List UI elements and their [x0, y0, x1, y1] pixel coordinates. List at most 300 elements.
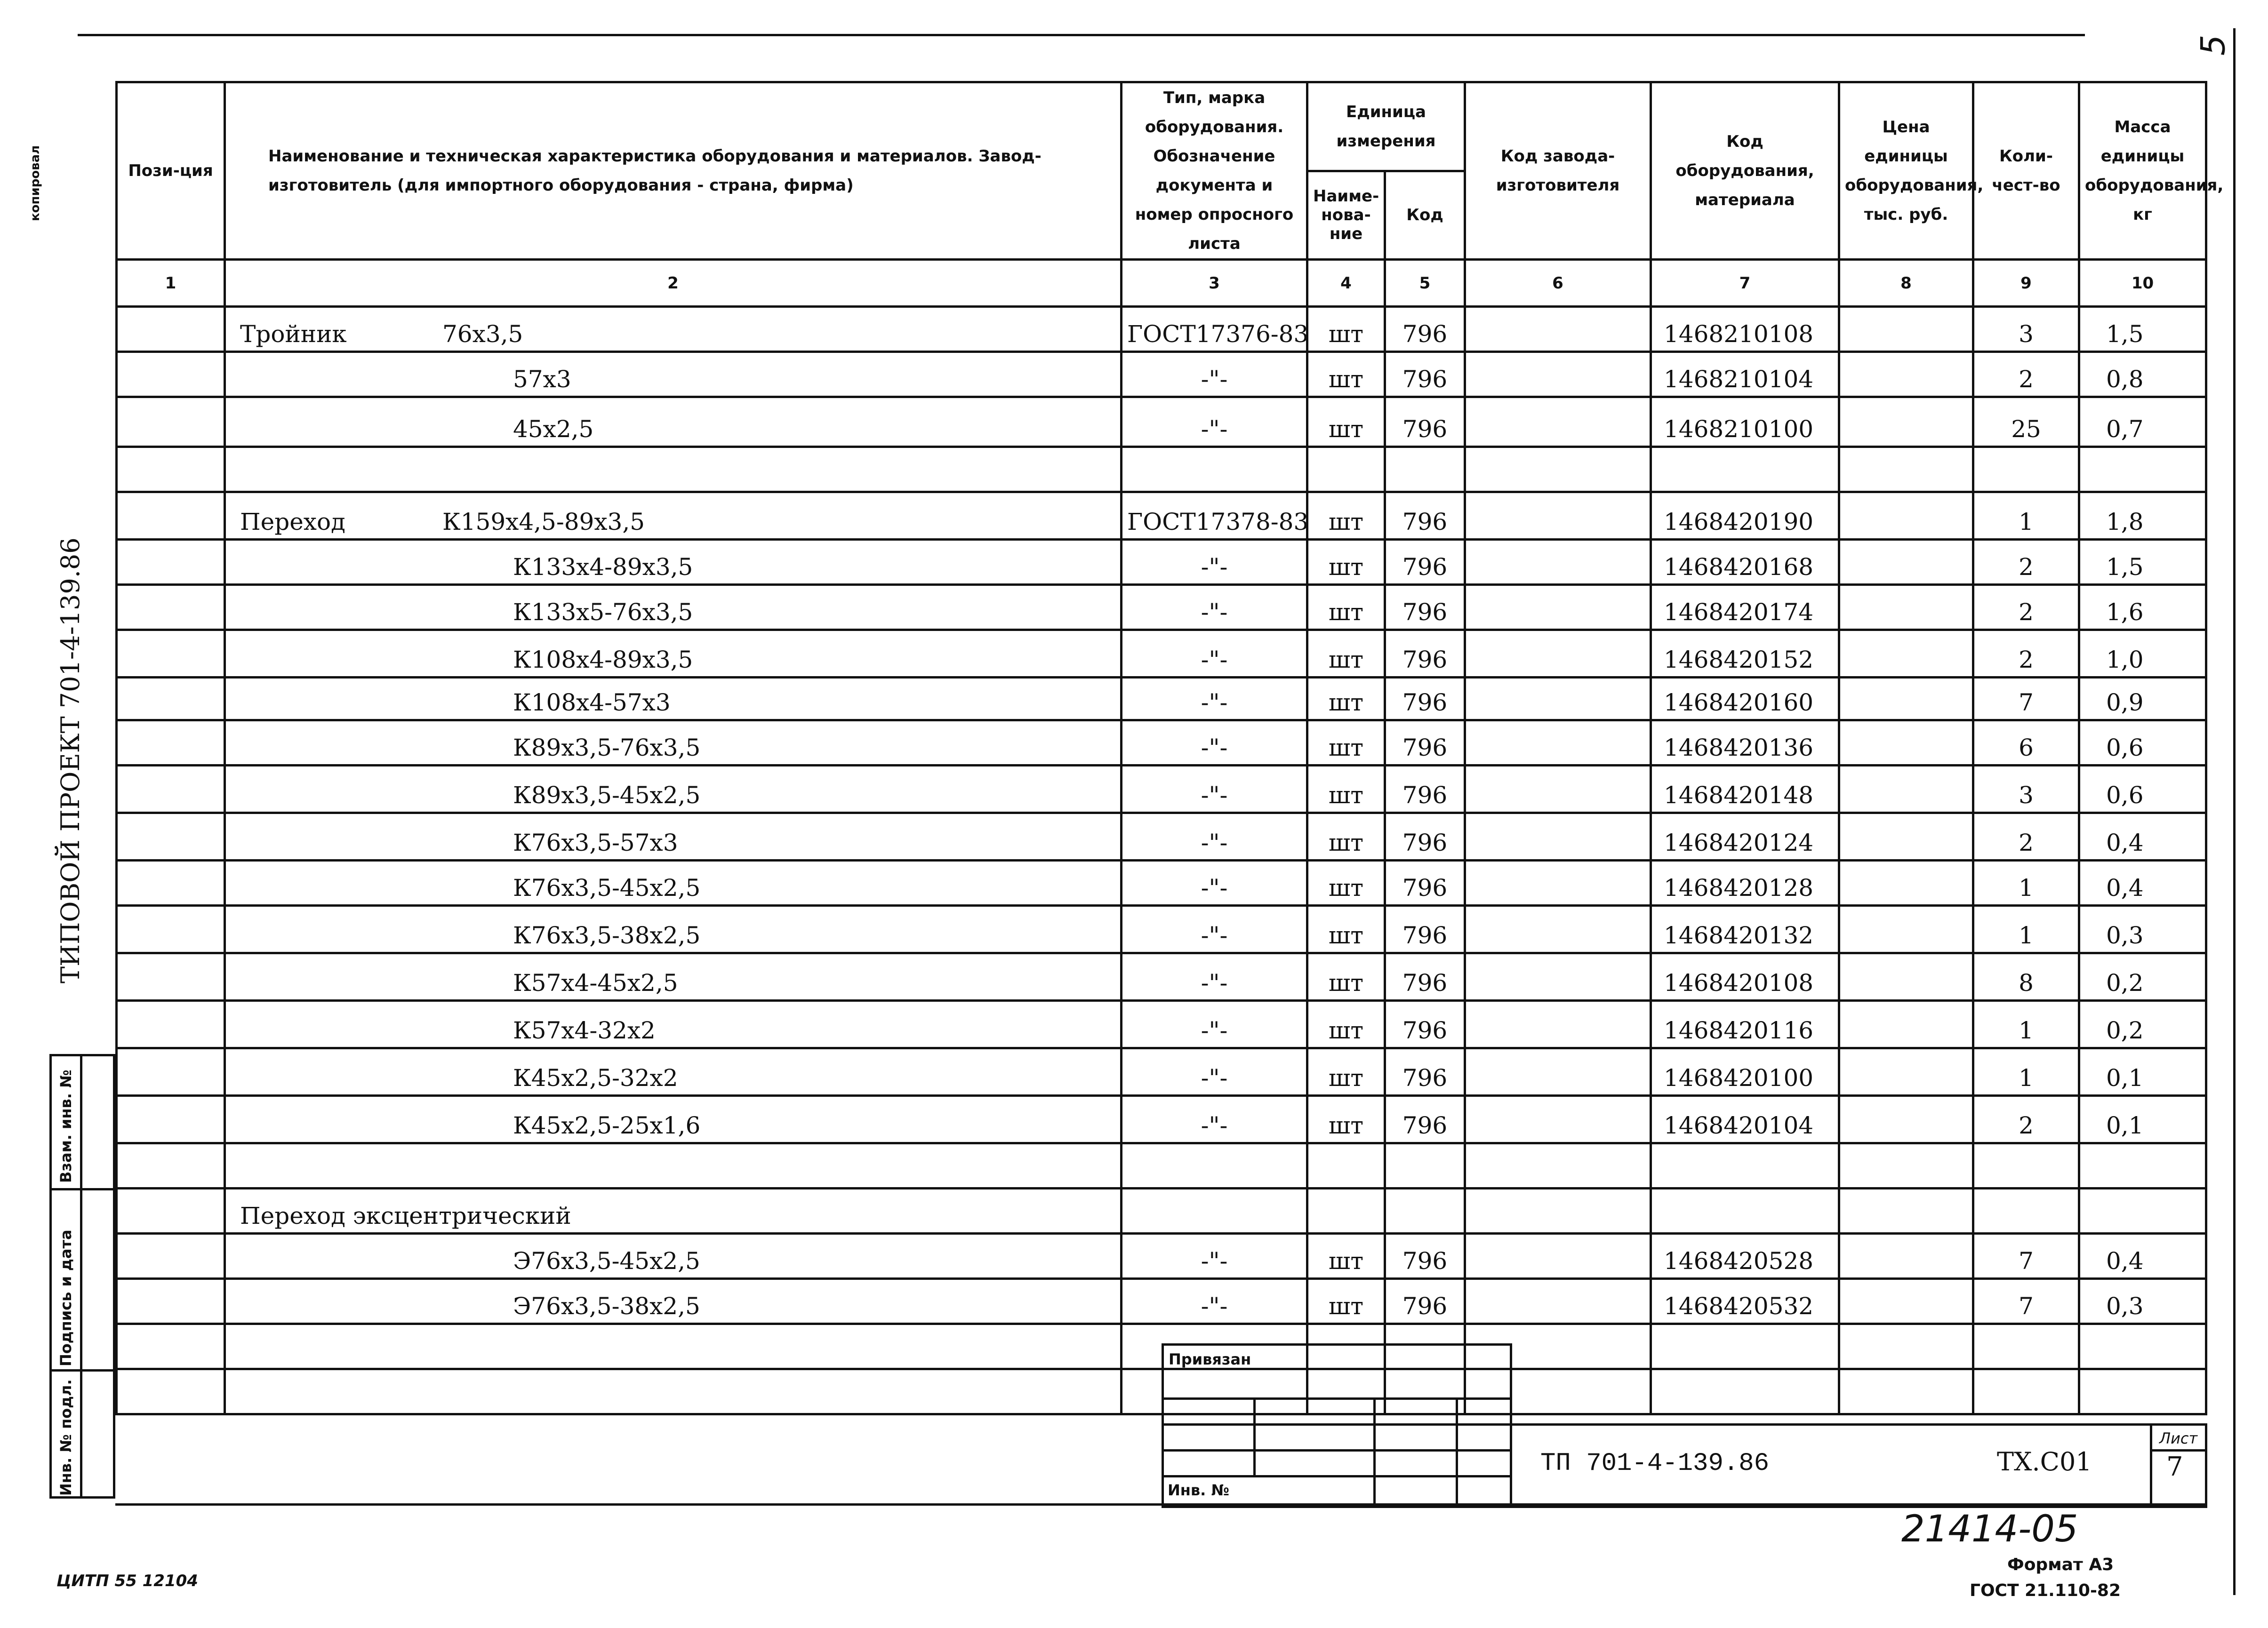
maker-code-cell — [1465, 630, 1651, 678]
stamp-field-signature: Подпись и дата — [57, 1229, 75, 1366]
unit-code-cell: 796 — [1385, 1096, 1465, 1143]
unit-name-cell: шт — [1307, 1096, 1385, 1143]
table-row — [117, 492, 2206, 540]
table-row — [117, 953, 2206, 1001]
quantity-cell: 1 — [1973, 1048, 2079, 1096]
unit-name-cell — [1307, 447, 1385, 492]
stamp-divider — [52, 1188, 113, 1190]
quantity-cell — [1973, 1324, 2079, 1369]
position-cell — [117, 397, 225, 447]
name-cell — [225, 1324, 1122, 1369]
name-cell — [225, 720, 1122, 766]
page-corner-number: 5 — [2194, 34, 2233, 56]
equipment-code-cell: 1468210100 — [1651, 397, 1839, 447]
position-cell — [117, 447, 225, 492]
column-number: 3 — [1122, 260, 1307, 307]
header-row — [117, 82, 2206, 171]
format-label: Формат А3 — [2007, 1555, 2114, 1574]
unit-name-cell: шт — [1307, 1001, 1385, 1048]
mass-cell: 0,1 — [2079, 1096, 2206, 1143]
price-cell — [1839, 397, 1973, 447]
item-size: К89х3,5-76х3,5 — [513, 734, 701, 761]
quantity-cell: 2 — [1973, 813, 2079, 861]
maker-code-cell — [1465, 352, 1651, 397]
quantity-cell: 1 — [1973, 1001, 2079, 1048]
item-size: К57х4-45х2,5 — [513, 969, 678, 997]
item-size: 45х2,5 — [513, 415, 594, 443]
quantity-cell: 2 — [1973, 352, 2079, 397]
equipment-code-cell — [1651, 1369, 1839, 1414]
mass-cell: 0,7 — [2079, 397, 2206, 447]
position-cell — [117, 1143, 225, 1189]
position-cell — [117, 585, 225, 630]
item-size: К89х3,5-45х2,5 — [513, 782, 701, 809]
position-cell — [117, 1189, 225, 1234]
table-row — [117, 585, 2206, 630]
price-cell — [1839, 540, 1973, 585]
quantity-cell: 7 — [1973, 678, 2079, 720]
table-row — [117, 1279, 2206, 1324]
designation-box — [1507, 1423, 2207, 1508]
mass-cell: 0,9 — [2079, 678, 2206, 720]
quantity-cell: 3 — [1973, 766, 2079, 813]
price-cell — [1839, 307, 1973, 352]
position-cell — [117, 953, 225, 1001]
mass-cell: 1,8 — [2079, 492, 2206, 540]
document-cell — [1122, 447, 1307, 492]
price-cell — [1839, 1324, 1973, 1369]
maker-code-cell — [1465, 1279, 1651, 1324]
maker-code-cell — [1465, 1001, 1651, 1048]
unit-code-cell: 796 — [1385, 906, 1465, 953]
mass-cell: 0,3 — [2079, 906, 2206, 953]
name-cell — [225, 447, 1122, 492]
quantity-cell: 2 — [1973, 585, 2079, 630]
print-house-label: ЦИТП 55 12104 — [56, 1572, 198, 1590]
equipment-code-cell: 1468420116 — [1651, 1001, 1839, 1048]
position-cell — [117, 1096, 225, 1143]
unit-code-cell: 796 — [1385, 1234, 1465, 1279]
position-cell — [117, 352, 225, 397]
sheet-number: 7 — [2166, 1452, 2183, 1482]
mass-cell: 0,3 — [2079, 1279, 2206, 1324]
table-row — [117, 1189, 2206, 1234]
document-cell: -"- — [1122, 1234, 1307, 1279]
price-cell — [1839, 861, 1973, 906]
header-equipment-code: Код оборудования, материала — [1651, 82, 1839, 260]
price-cell — [1839, 1048, 1973, 1096]
inventory-label: Инв. № — [1168, 1481, 1229, 1499]
attached-rule — [1456, 1397, 1458, 1506]
stamp-divider — [52, 1369, 113, 1372]
unit-name-cell: шт — [1307, 678, 1385, 720]
attached-rule — [1253, 1397, 1256, 1475]
document-cell: -"- — [1122, 540, 1307, 585]
quantity-cell: 1 — [1973, 492, 2079, 540]
price-cell — [1839, 678, 1973, 720]
name-cell — [225, 1189, 1122, 1234]
quantity-cell: 1 — [1973, 861, 2079, 906]
unit-name-cell: шт — [1307, 630, 1385, 678]
position-cell — [117, 1324, 225, 1369]
unit-name-cell: шт — [1307, 953, 1385, 1001]
maker-code-cell — [1465, 953, 1651, 1001]
mass-cell: 1,0 — [2079, 630, 2206, 678]
equipment-code-cell: 1468420160 — [1651, 678, 1839, 720]
table-row — [117, 1048, 2206, 1096]
mass-cell: 1,5 — [2079, 307, 2206, 352]
table-row — [117, 678, 2206, 720]
price-cell — [1839, 585, 1973, 630]
equipment-code-cell: 1468420174 — [1651, 585, 1839, 630]
name-cell — [225, 1001, 1122, 1048]
item-group-name: Переход эксцентрический — [240, 1202, 571, 1229]
document-cell: -"- — [1122, 1001, 1307, 1048]
item-size: К108х4-89х3,5 — [513, 646, 693, 673]
unit-name-cell: шт — [1307, 585, 1385, 630]
price-cell — [1839, 1143, 1973, 1189]
unit-code-cell: 796 — [1385, 678, 1465, 720]
maker-code-cell — [1465, 1234, 1651, 1279]
item-size: Э76х3,5-45х2,5 — [513, 1247, 700, 1275]
item-size: К45х2,5-25х1,6 — [513, 1112, 701, 1139]
mass-cell: 0,6 — [2079, 766, 2206, 813]
mass-cell: 0,6 — [2079, 720, 2206, 766]
name-cell — [225, 678, 1122, 720]
maker-code-cell — [1465, 540, 1651, 585]
document-cell: -"- — [1122, 678, 1307, 720]
price-cell — [1839, 1234, 1973, 1279]
unit-name-cell: шт — [1307, 861, 1385, 906]
position-cell — [117, 861, 225, 906]
quantity-cell: 3 — [1973, 307, 2079, 352]
quantity-cell: 2 — [1973, 630, 2079, 678]
unit-code-cell: 796 — [1385, 861, 1465, 906]
document-cell: -"- — [1122, 813, 1307, 861]
unit-name-cell — [1307, 1143, 1385, 1189]
attached-rule — [1373, 1397, 1376, 1506]
item-size: К76х3,5-45х2,5 — [513, 874, 701, 902]
name-cell — [225, 953, 1122, 1001]
table-row — [117, 352, 2206, 397]
document-cell: -"- — [1122, 1279, 1307, 1324]
item-size: К108х4-57х3 — [513, 689, 671, 716]
unit-name-cell: шт — [1307, 1234, 1385, 1279]
name-cell — [225, 307, 1122, 352]
equipment-code-cell: 1468210104 — [1651, 352, 1839, 397]
column-number: 4 — [1307, 260, 1385, 307]
gost-label: ГОСТ 21.110-82 — [1970, 1581, 2121, 1600]
item-size: К133х4-89х3,5 — [513, 553, 693, 581]
maker-code-cell — [1465, 678, 1651, 720]
unit-name-cell: шт — [1307, 766, 1385, 813]
side-copied-label: копировал — [28, 145, 42, 221]
maker-code-cell — [1465, 447, 1651, 492]
mass-cell — [2079, 447, 2206, 492]
header-unit-name: Наиме-нова-ние — [1307, 171, 1385, 260]
equipment-code-cell — [1651, 1324, 1839, 1369]
position-cell — [117, 1001, 225, 1048]
name-cell — [225, 1279, 1122, 1324]
equipment-code-cell: 1468420148 — [1651, 766, 1839, 813]
quantity-cell: 7 — [1973, 1279, 2079, 1324]
position-cell — [117, 720, 225, 766]
mass-cell — [2079, 1189, 2206, 1234]
price-cell — [1839, 1096, 1973, 1143]
price-cell — [1839, 813, 1973, 861]
position-cell — [117, 492, 225, 540]
mass-cell: 0,8 — [2079, 352, 2206, 397]
equipment-code-cell: 1468420168 — [1651, 540, 1839, 585]
equipment-code-cell — [1651, 1189, 1839, 1234]
column-number: 5 — [1385, 260, 1465, 307]
equipment-code-cell: 1468420104 — [1651, 1096, 1839, 1143]
maker-code-cell — [1465, 1189, 1651, 1234]
unit-code-cell: 796 — [1385, 766, 1465, 813]
mass-cell: 0,4 — [2079, 813, 2206, 861]
header-name: Наименование и техническая характеристика оборудования и материалов. Завод-изготовитель (для импортного оборудования - страна, фирма) — [225, 82, 1122, 260]
maker-code-cell — [1465, 861, 1651, 906]
item-size: К133х5-76х3,5 — [513, 599, 693, 626]
header-type: Тип, марка оборудования. Обозначение документа и номер опросного листа — [1122, 82, 1307, 260]
sheet-label: Лист — [2159, 1429, 2198, 1447]
item-size: К76х3,5-57х3 — [513, 829, 678, 856]
column-number-row — [117, 260, 2206, 307]
equipment-code-cell: 1468420100 — [1651, 1048, 1839, 1096]
header-position: Пози-ция — [117, 82, 225, 260]
name-cell — [225, 397, 1122, 447]
equipment-code-cell: 1468420136 — [1651, 720, 1839, 766]
name-cell — [225, 766, 1122, 813]
side-project-label: ТИПОВОЙ ПРОЕКТ 701-4-139.86 — [56, 537, 85, 983]
name-cell — [225, 1096, 1122, 1143]
document-cell: -"- — [1122, 720, 1307, 766]
document-cell: -"- — [1122, 766, 1307, 813]
table-row — [117, 1096, 2206, 1143]
table-row — [117, 766, 2206, 813]
unit-code-cell — [1385, 1189, 1465, 1234]
item-size: 76х3,5 — [442, 320, 523, 348]
table-row — [117, 540, 2206, 585]
table-row — [117, 906, 2206, 953]
attached-box — [1162, 1343, 1512, 1508]
unit-code-cell: 796 — [1385, 585, 1465, 630]
item-size: К76х3,5-38х2,5 — [513, 922, 701, 949]
quantity-cell — [1973, 1189, 2079, 1234]
specification-table — [115, 81, 2224, 1415]
maker-code-cell — [1465, 766, 1651, 813]
position-cell — [117, 630, 225, 678]
mass-cell: 0,4 — [2079, 861, 2206, 906]
document-cell — [1122, 1143, 1307, 1189]
stamp-strip — [49, 1054, 115, 1499]
maker-code-cell — [1465, 1048, 1651, 1096]
unit-name-cell: шт — [1307, 720, 1385, 766]
unit-code-cell — [1385, 447, 1465, 492]
document-cell: -"- — [1122, 906, 1307, 953]
unit-code-cell: 796 — [1385, 953, 1465, 1001]
column-number: 7 — [1651, 260, 1839, 307]
stamp-field-replace: Взам. инв. № — [57, 1069, 75, 1183]
unit-name-cell: шт — [1307, 1279, 1385, 1324]
maker-code-cell — [1465, 397, 1651, 447]
maker-code-cell — [1465, 492, 1651, 540]
table-row — [117, 1143, 2206, 1189]
price-cell — [1839, 1189, 1973, 1234]
position-cell — [117, 813, 225, 861]
item-size: 57х3 — [513, 366, 571, 393]
document-cell: ГОСТ17376-83 — [1122, 307, 1307, 352]
document-cell — [1122, 1189, 1307, 1234]
quantity-cell: 1 — [1973, 906, 2079, 953]
quantity-cell: 7 — [1973, 1234, 2079, 1279]
position-cell — [117, 1369, 225, 1414]
quantity-cell: 6 — [1973, 720, 2079, 766]
header-unit-group: Единица измерения — [1307, 82, 1465, 171]
mass-cell: 0,2 — [2079, 953, 2206, 1001]
position-cell — [117, 307, 225, 352]
price-cell — [1839, 1001, 1973, 1048]
unit-name-cell — [1307, 1189, 1385, 1234]
quantity-cell: 2 — [1973, 540, 2079, 585]
document-cell: -"- — [1122, 630, 1307, 678]
position-cell — [117, 766, 225, 813]
column-number: 2 — [225, 260, 1122, 307]
unit-code-cell: 796 — [1385, 1048, 1465, 1096]
maker-code-cell — [1465, 720, 1651, 766]
unit-name-cell: шт — [1307, 906, 1385, 953]
quantity-cell: 8 — [1973, 953, 2079, 1001]
mass-cell: 0,2 — [2079, 1001, 2206, 1048]
equipment-code-cell: 1468420528 — [1651, 1234, 1839, 1279]
unit-code-cell: 796 — [1385, 492, 1465, 540]
price-cell — [1839, 1279, 1973, 1324]
document-cell: -"- — [1122, 585, 1307, 630]
price-cell — [1839, 906, 1973, 953]
unit-code-cell: 796 — [1385, 630, 1465, 678]
item-size: К159х4,5-89х3,5 — [442, 508, 645, 535]
document-cell: -"- — [1122, 953, 1307, 1001]
name-cell — [225, 1048, 1122, 1096]
item-size: К45х2,5-32х2 — [513, 1064, 678, 1092]
price-cell — [1839, 630, 1973, 678]
column-number: 10 — [2079, 260, 2206, 307]
document-cell: -"- — [1122, 1048, 1307, 1096]
item-group-name: Переход — [240, 508, 345, 535]
unit-name-cell: шт — [1307, 1048, 1385, 1096]
column-number: 1 — [117, 260, 225, 307]
equipment-code-cell: 1468420190 — [1651, 492, 1839, 540]
mass-cell — [2079, 1324, 2206, 1369]
table-row — [117, 861, 2206, 906]
table-body — [117, 307, 2206, 1414]
price-cell — [1839, 720, 1973, 766]
name-cell — [225, 906, 1122, 953]
unit-code-cell: 796 — [1385, 813, 1465, 861]
price-cell — [1839, 492, 1973, 540]
column-number: 8 — [1839, 260, 1973, 307]
name-cell — [225, 352, 1122, 397]
sheet-rule — [2150, 1426, 2152, 1506]
project-designation: ТП 701-4-139.86 — [1540, 1449, 1770, 1478]
position-cell — [117, 906, 225, 953]
table-row — [117, 813, 2206, 861]
name-cell — [225, 813, 1122, 861]
header-price: Цена единицы оборудования, тыс. руб. — [1839, 82, 1973, 260]
price-cell — [1839, 1369, 1973, 1414]
maker-code-cell — [1465, 307, 1651, 352]
price-cell — [1839, 766, 1973, 813]
header-maker-code: Код завода-изготовителя — [1465, 82, 1651, 260]
equipment-code-cell: 1468420124 — [1651, 813, 1839, 861]
position-cell — [117, 1234, 225, 1279]
equipment-code-cell: 1468420132 — [1651, 906, 1839, 953]
stamp-field-inventory: Инв. № подл. — [57, 1379, 75, 1496]
item-size: К57х4-32х2 — [513, 1017, 656, 1044]
quantity-cell — [1973, 1143, 2079, 1189]
table-row — [117, 630, 2206, 678]
maker-code-cell — [1465, 1096, 1651, 1143]
unit-name-cell: шт — [1307, 540, 1385, 585]
quantity-cell: 2 — [1973, 1096, 2079, 1143]
maker-code-cell — [1465, 813, 1651, 861]
table-row — [117, 447, 2206, 492]
table-row — [117, 1001, 2206, 1048]
unit-name-cell: шт — [1307, 492, 1385, 540]
mass-cell: 1,5 — [2079, 540, 2206, 585]
price-cell — [1839, 953, 1973, 1001]
unit-code-cell: 796 — [1385, 307, 1465, 352]
column-number: 6 — [1465, 260, 1651, 307]
archive-number: 21414-05 — [1901, 1508, 2078, 1550]
document-cell: -"- — [1122, 1096, 1307, 1143]
header-mass: Масса единицы оборудования, кг — [2079, 82, 2206, 260]
item-size: Э76х3,5-38х2,5 — [513, 1293, 700, 1320]
name-cell — [225, 1234, 1122, 1279]
unit-name-cell: шт — [1307, 397, 1385, 447]
document-cell: ГОСТ17378-83 — [1122, 492, 1307, 540]
maker-code-cell — [1465, 1143, 1651, 1189]
mass-cell: 0,4 — [2079, 1234, 2206, 1279]
unit-code-cell: 796 — [1385, 397, 1465, 447]
unit-code-cell: 796 — [1385, 352, 1465, 397]
quantity-cell — [1973, 1369, 2079, 1414]
document-cell: -"- — [1122, 397, 1307, 447]
name-cell — [225, 585, 1122, 630]
table-row — [117, 1234, 2206, 1279]
quantity-cell: 25 — [1973, 397, 2079, 447]
name-cell — [225, 1369, 1122, 1414]
unit-code-cell — [1385, 1143, 1465, 1189]
unit-code-cell: 796 — [1385, 540, 1465, 585]
name-cell — [225, 630, 1122, 678]
equipment-code-cell: 1468420108 — [1651, 953, 1839, 1001]
document-code: ТХ.С01 — [1997, 1447, 2092, 1476]
attached-label: Привязан — [1169, 1350, 1251, 1368]
top-rule — [78, 34, 2085, 36]
column-number: 9 — [1973, 260, 2079, 307]
unit-name-cell: шт — [1307, 307, 1385, 352]
mass-cell: 1,6 — [2079, 585, 2206, 630]
unit-name-cell: шт — [1307, 352, 1385, 397]
equipment-code-cell — [1651, 1143, 1839, 1189]
maker-code-cell — [1465, 585, 1651, 630]
position-cell — [117, 678, 225, 720]
name-cell — [225, 540, 1122, 585]
equipment-code-cell: 1468210108 — [1651, 307, 1839, 352]
equipment-code-cell: 1468420532 — [1651, 1279, 1839, 1324]
document-cell: -"- — [1122, 861, 1307, 906]
